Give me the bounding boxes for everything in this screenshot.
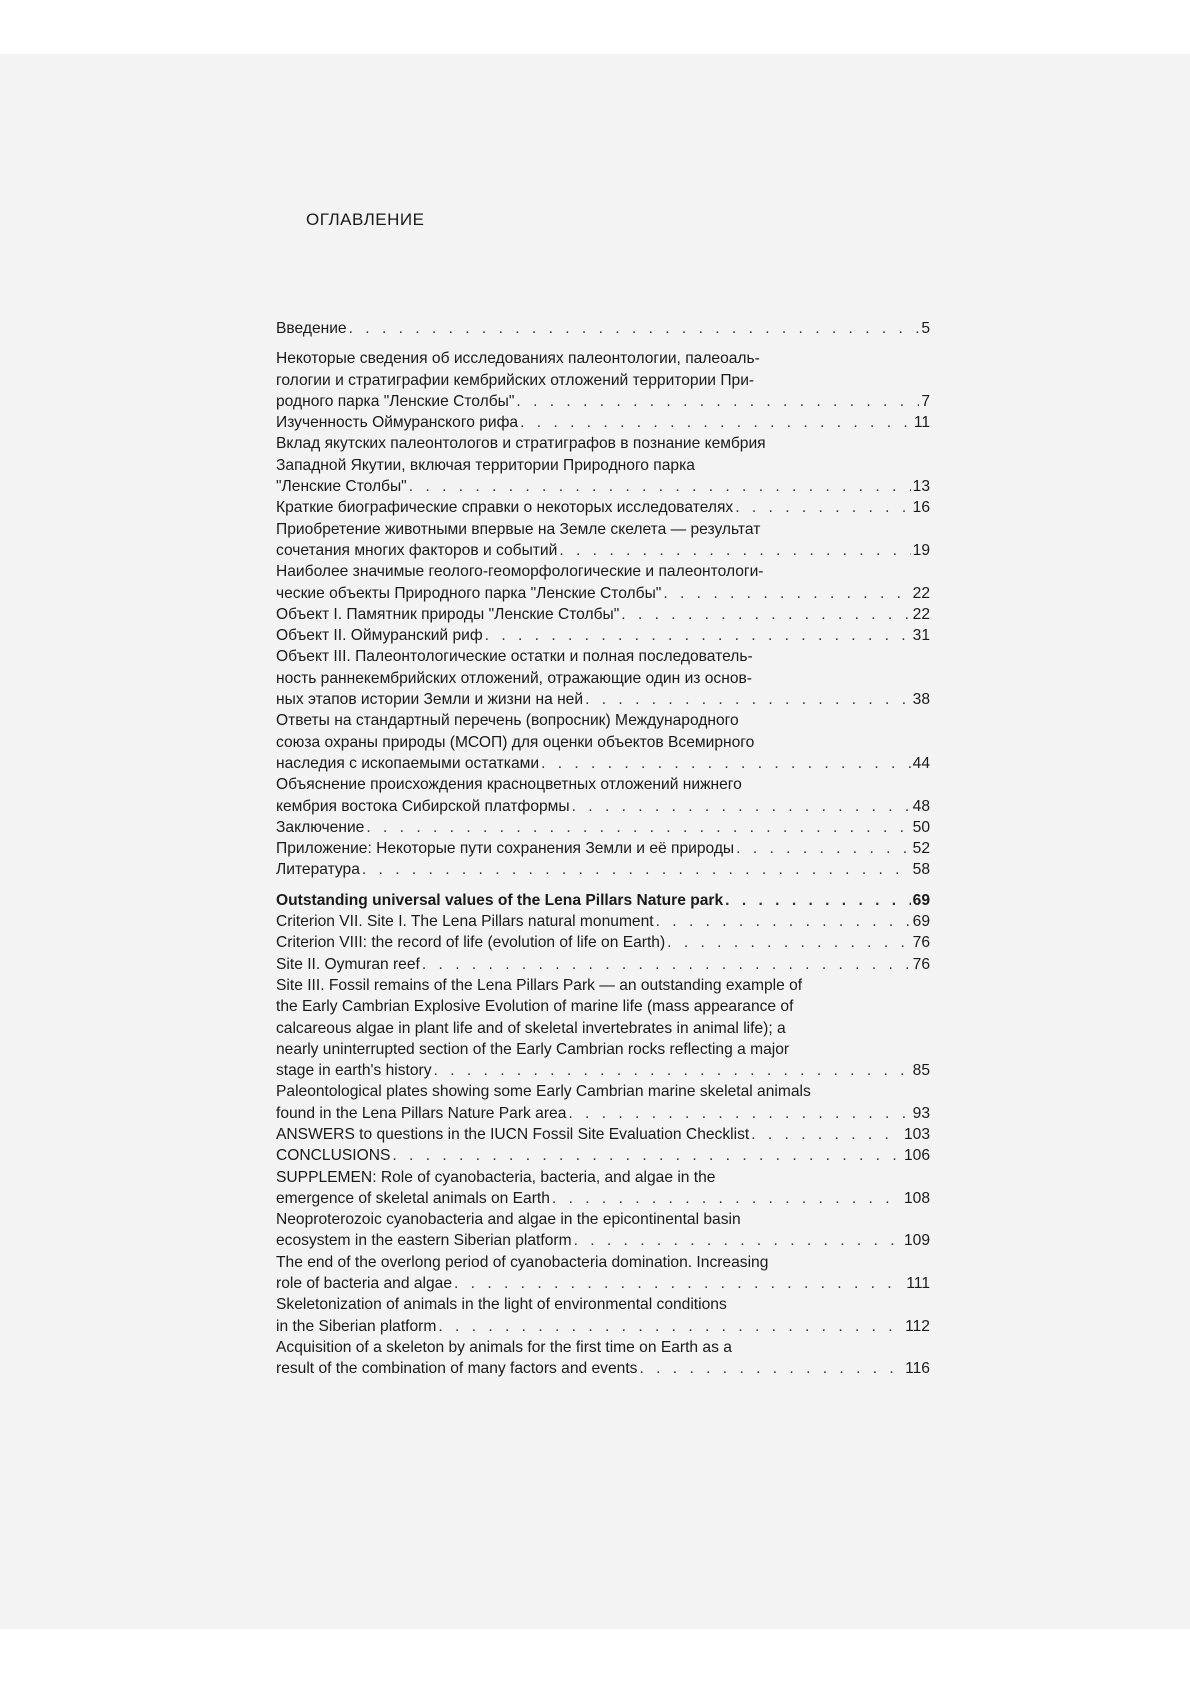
- toc-entry-line: Объект II. Оймуранский риф: [276, 627, 483, 645]
- toc-entry-last-line: [276, 1188, 930, 1209]
- toc-entry-line: Приобретение животными впервые на Земле скелета — результат: [276, 520, 761, 538]
- dot-leader: [725, 890, 910, 911]
- toc-entry-last-line: [276, 604, 930, 625]
- toc-entry-line: родного парка "Ленские Столбы": [276, 392, 515, 410]
- toc-entry-last-line: [276, 497, 930, 518]
- toc-entry-line: гологии и стратиграфии кембрийских отложений территории При-: [276, 371, 755, 389]
- toc-entry-line: Acquisition of a skeleton by animals for the first time on Earth as a: [276, 1338, 732, 1356]
- toc-entry-line: ANSWERS to questions in the IUCN Fossil Site Evaluation Checklist: [276, 1125, 750, 1143]
- dot-leader: [409, 476, 911, 497]
- toc-entry: [276, 817, 930, 838]
- toc-entry-last-line: [276, 1230, 930, 1251]
- toc-page-number: 22: [912, 584, 930, 602]
- toc-entry-last-line: [276, 1316, 930, 1337]
- toc-entry-line: Criterion VII. Site I. The Lena Pillars natural monument: [276, 913, 654, 931]
- toc-entry-line: Краткие биографические справки о некоторых исследователях: [276, 499, 734, 517]
- dot-leader: [572, 796, 911, 817]
- dot-leader: [366, 817, 910, 838]
- dot-leader: [392, 1145, 902, 1166]
- toc-entry: [276, 710, 930, 774]
- toc-page-number: 50: [912, 818, 930, 836]
- toc-page-number: 11: [913, 414, 930, 432]
- toc-entry: [276, 838, 930, 859]
- toc-entry: [276, 975, 930, 1081]
- toc-entry: [276, 1124, 930, 1145]
- dot-leader: [362, 859, 911, 880]
- toc-entry-line: Наиболее значимые геолого-геоморфологические и палеонтологи-: [276, 563, 764, 581]
- toc-entry-line: Западной Якутии, включая территории Природного парка: [276, 456, 695, 474]
- toc-entry-last-line: [276, 318, 930, 339]
- dot-leader: [454, 1273, 904, 1294]
- dot-leader: [736, 838, 910, 859]
- toc-entry-line: союза охраны природы (МСОП) для оценки объектов Всемирного: [276, 733, 755, 751]
- toc-entry-line: Некоторые сведения об исследованиях палеонтологии, палеоаль-: [276, 350, 760, 368]
- toc-entry: [276, 497, 930, 518]
- dot-leader: [751, 1124, 902, 1145]
- toc-entry-line: Приложение: Некоторые пути сохранения Земли и её природы: [276, 840, 735, 858]
- dot-leader: [349, 318, 920, 339]
- toc-entry: [276, 604, 930, 625]
- toc-page-number: 108: [903, 1189, 930, 1207]
- toc-page-number: 112: [905, 1317, 930, 1335]
- toc-entry-line: Изученность Оймуранского рифа: [276, 414, 519, 432]
- toc-entry-last-line: [276, 932, 930, 953]
- toc-entry-last-line: [276, 1145, 930, 1166]
- dot-leader: [520, 412, 912, 433]
- toc-entry: [276, 1167, 930, 1210]
- toc-entry: [276, 911, 930, 932]
- toc-entry-last-line: [276, 1060, 930, 1081]
- toc-entry-line: SUPPLEMEN: Role of cyanobacteria, bacteria, and algae in the: [276, 1168, 716, 1186]
- toc-page-number: 69: [912, 913, 930, 931]
- toc-entry-line: ных этапов истории Земли и жизни на ней: [276, 691, 584, 709]
- toc-entry-last-line: [276, 412, 930, 433]
- toc-entry-last-line: [276, 890, 930, 911]
- toc-page-number: 103: [903, 1125, 930, 1143]
- dot-leader: [422, 954, 911, 975]
- toc-page-number: 93: [912, 1104, 930, 1122]
- toc-entry-line: the Early Cambrian Explosive Evolution of marine life (mass appearance of: [276, 998, 794, 1016]
- toc-entry-line: Ответы на стандартный перечень (вопросник) Международного: [276, 712, 739, 730]
- toc-entry-line: Объяснение происхождения красноцветных отложений нижнего: [276, 776, 742, 794]
- dot-leader: [574, 1230, 902, 1251]
- toc-entry: [276, 561, 930, 604]
- toc-entry: [276, 1337, 930, 1380]
- dot-leader: [621, 604, 910, 625]
- dot-leader: [735, 497, 910, 518]
- toc-entry: [276, 774, 930, 817]
- toc-page-number: 109: [903, 1232, 930, 1250]
- toc-entry: [276, 625, 930, 646]
- toc-entry-line: stage in earth's history: [276, 1062, 432, 1080]
- dot-leader: [639, 1358, 903, 1379]
- toc-page-number: 16: [912, 499, 930, 517]
- toc-page-number: 31: [912, 627, 930, 645]
- toc-entry: [276, 1294, 930, 1337]
- dot-leader: [552, 1188, 902, 1209]
- toc-entry-line: Skeletonization of animals in the light of environmental conditions: [276, 1296, 727, 1314]
- toc-page-number: 69: [912, 891, 930, 909]
- toc-entry-line: Site III. Fossil remains of the Lena Pillars Park — an outstanding example of: [276, 976, 803, 994]
- dot-leader: [559, 540, 910, 561]
- toc-page-number: 19: [912, 541, 930, 559]
- toc-page-number: 13: [912, 478, 930, 496]
- toc-entry-line: calcareous algae in plant life and of skeletal invertebrates in animal life); a: [276, 1019, 786, 1037]
- toc-entry-line: Литература: [276, 861, 360, 879]
- toc-entry: [276, 433, 930, 497]
- table-of-contents: [276, 318, 930, 1380]
- toc-entry-line: Вклад якутских палеонтологов и стратиграфов в познание кембрия: [276, 435, 766, 453]
- toc-entry-line: Neoproterozoic cyanobacteria and algae in the epicontinental basin: [276, 1211, 741, 1229]
- toc-page-number: 116: [905, 1360, 930, 1378]
- toc-entry-line: ческие объекты Природного парка "Ленские Столбы": [276, 584, 662, 602]
- toc-page-number: 7: [921, 392, 930, 410]
- toc-page-number: 38: [912, 691, 930, 709]
- toc-entry-line: Введение: [276, 320, 347, 337]
- toc-entry-line: Объект III. Палеонтологические остатки и полная последователь-: [276, 648, 753, 666]
- toc-page-number: 76: [912, 934, 930, 952]
- toc-page-number: 76: [912, 955, 930, 973]
- toc-page-number: 85: [912, 1062, 930, 1080]
- toc-entry-last-line: [276, 1103, 930, 1124]
- toc-page-number: 5: [921, 320, 930, 337]
- toc-page-number: 44: [912, 754, 930, 772]
- toc-entry-line: role of bacteria and algae: [276, 1275, 452, 1293]
- dot-leader: [568, 1103, 910, 1124]
- dot-leader: [438, 1316, 903, 1337]
- dot-leader: [667, 932, 910, 953]
- toc-entry-line: in the Siberian platform: [276, 1317, 437, 1335]
- toc-entry: [276, 932, 930, 953]
- toc-entry-line: сочетания многих факторов и событий: [276, 541, 558, 559]
- toc-entry-line: Paleontological plates showing some Early Cambrian marine skeletal animals: [276, 1083, 811, 1101]
- toc-entry: [276, 954, 930, 975]
- toc-entry-last-line: [276, 689, 930, 710]
- toc-entry-line: кембрия востока Сибирской платформы: [276, 797, 570, 815]
- toc-entry-last-line: [276, 954, 930, 975]
- toc-entry: [276, 412, 930, 433]
- toc-entry-line: found in the Lena Pillars Nature Park area: [276, 1104, 567, 1122]
- toc-entry-last-line: [276, 817, 930, 838]
- toc-entry: [276, 519, 930, 562]
- dot-leader: [541, 753, 911, 774]
- toc-entry-line: CONCLUSIONS: [276, 1147, 391, 1165]
- toc-entry-last-line: [276, 1358, 930, 1379]
- toc-heading: ОГЛАВЛЕНИЕ: [306, 210, 425, 229]
- toc-page-number: 22: [912, 605, 930, 623]
- toc-entry: [276, 1209, 930, 1252]
- toc-entry-line: The end of the overlong period of cyanobacteria domination. Increasing: [276, 1253, 769, 1271]
- toc-entry-last-line: [276, 625, 930, 646]
- toc-entry-last-line: [276, 859, 930, 880]
- toc-entry-line: Outstanding universal values of the Lena Pillars Nature park: [276, 891, 724, 909]
- toc-page-number: 106: [903, 1147, 930, 1165]
- toc-entry-line: наследия с ископаемыми остатками: [276, 754, 540, 772]
- dot-leader: [656, 911, 911, 932]
- toc-entry: [276, 1081, 930, 1124]
- toc-entry-last-line: [276, 753, 930, 774]
- toc-entry-line: emergence of skeletal animals on Earth: [276, 1189, 550, 1207]
- toc-entry-last-line: [276, 391, 930, 412]
- toc-entry: [276, 1252, 930, 1295]
- dot-leader: [585, 689, 911, 710]
- toc-entry-line: result of the combination of many factors and events: [276, 1360, 638, 1378]
- toc-entry: [276, 318, 930, 339]
- toc-entry: [276, 348, 930, 412]
- toc-entry-last-line: [276, 476, 930, 497]
- toc-entry-last-line: [276, 583, 930, 604]
- dot-leader: [663, 583, 910, 604]
- toc-entry-line: ность раннекембрийских отложений, отражающие один из основ-: [276, 669, 752, 687]
- toc-entry-line: "Ленские Столбы": [276, 478, 407, 496]
- toc-entry-line: ecosystem in the eastern Siberian platform: [276, 1232, 572, 1250]
- toc-entry-line: Объект I. Памятник природы "Ленские Столбы": [276, 605, 620, 623]
- dot-leader: [434, 1060, 911, 1081]
- toc-entry: [276, 646, 930, 710]
- toc-page-number: 111: [906, 1275, 930, 1293]
- toc-entry: [276, 890, 930, 911]
- toc-page-number: 58: [912, 861, 930, 879]
- toc-entry-line: nearly uninterrupted section of the Early Cambrian rocks reflecting a major: [276, 1040, 790, 1058]
- toc-entry-last-line: [276, 838, 930, 859]
- toc-entry-line: Заключение: [276, 818, 365, 836]
- toc-entry-last-line: [276, 540, 930, 561]
- toc-entry-last-line: [276, 1273, 930, 1294]
- toc-entry-last-line: [276, 796, 930, 817]
- toc-entry: [276, 1145, 930, 1166]
- toc-entry-line: Site II. Oymuran reef: [276, 955, 420, 973]
- toc-entry-last-line: [276, 911, 930, 932]
- toc-entry-line: Criterion VIII: the record of life (evolution of life on Earth): [276, 934, 666, 952]
- toc-entry-last-line: [276, 1124, 930, 1145]
- dot-leader: [516, 391, 919, 412]
- toc-page-number: 52: [912, 840, 930, 858]
- toc-page-number: 48: [912, 797, 930, 815]
- dot-leader: [485, 625, 911, 646]
- toc-entry: [276, 859, 930, 880]
